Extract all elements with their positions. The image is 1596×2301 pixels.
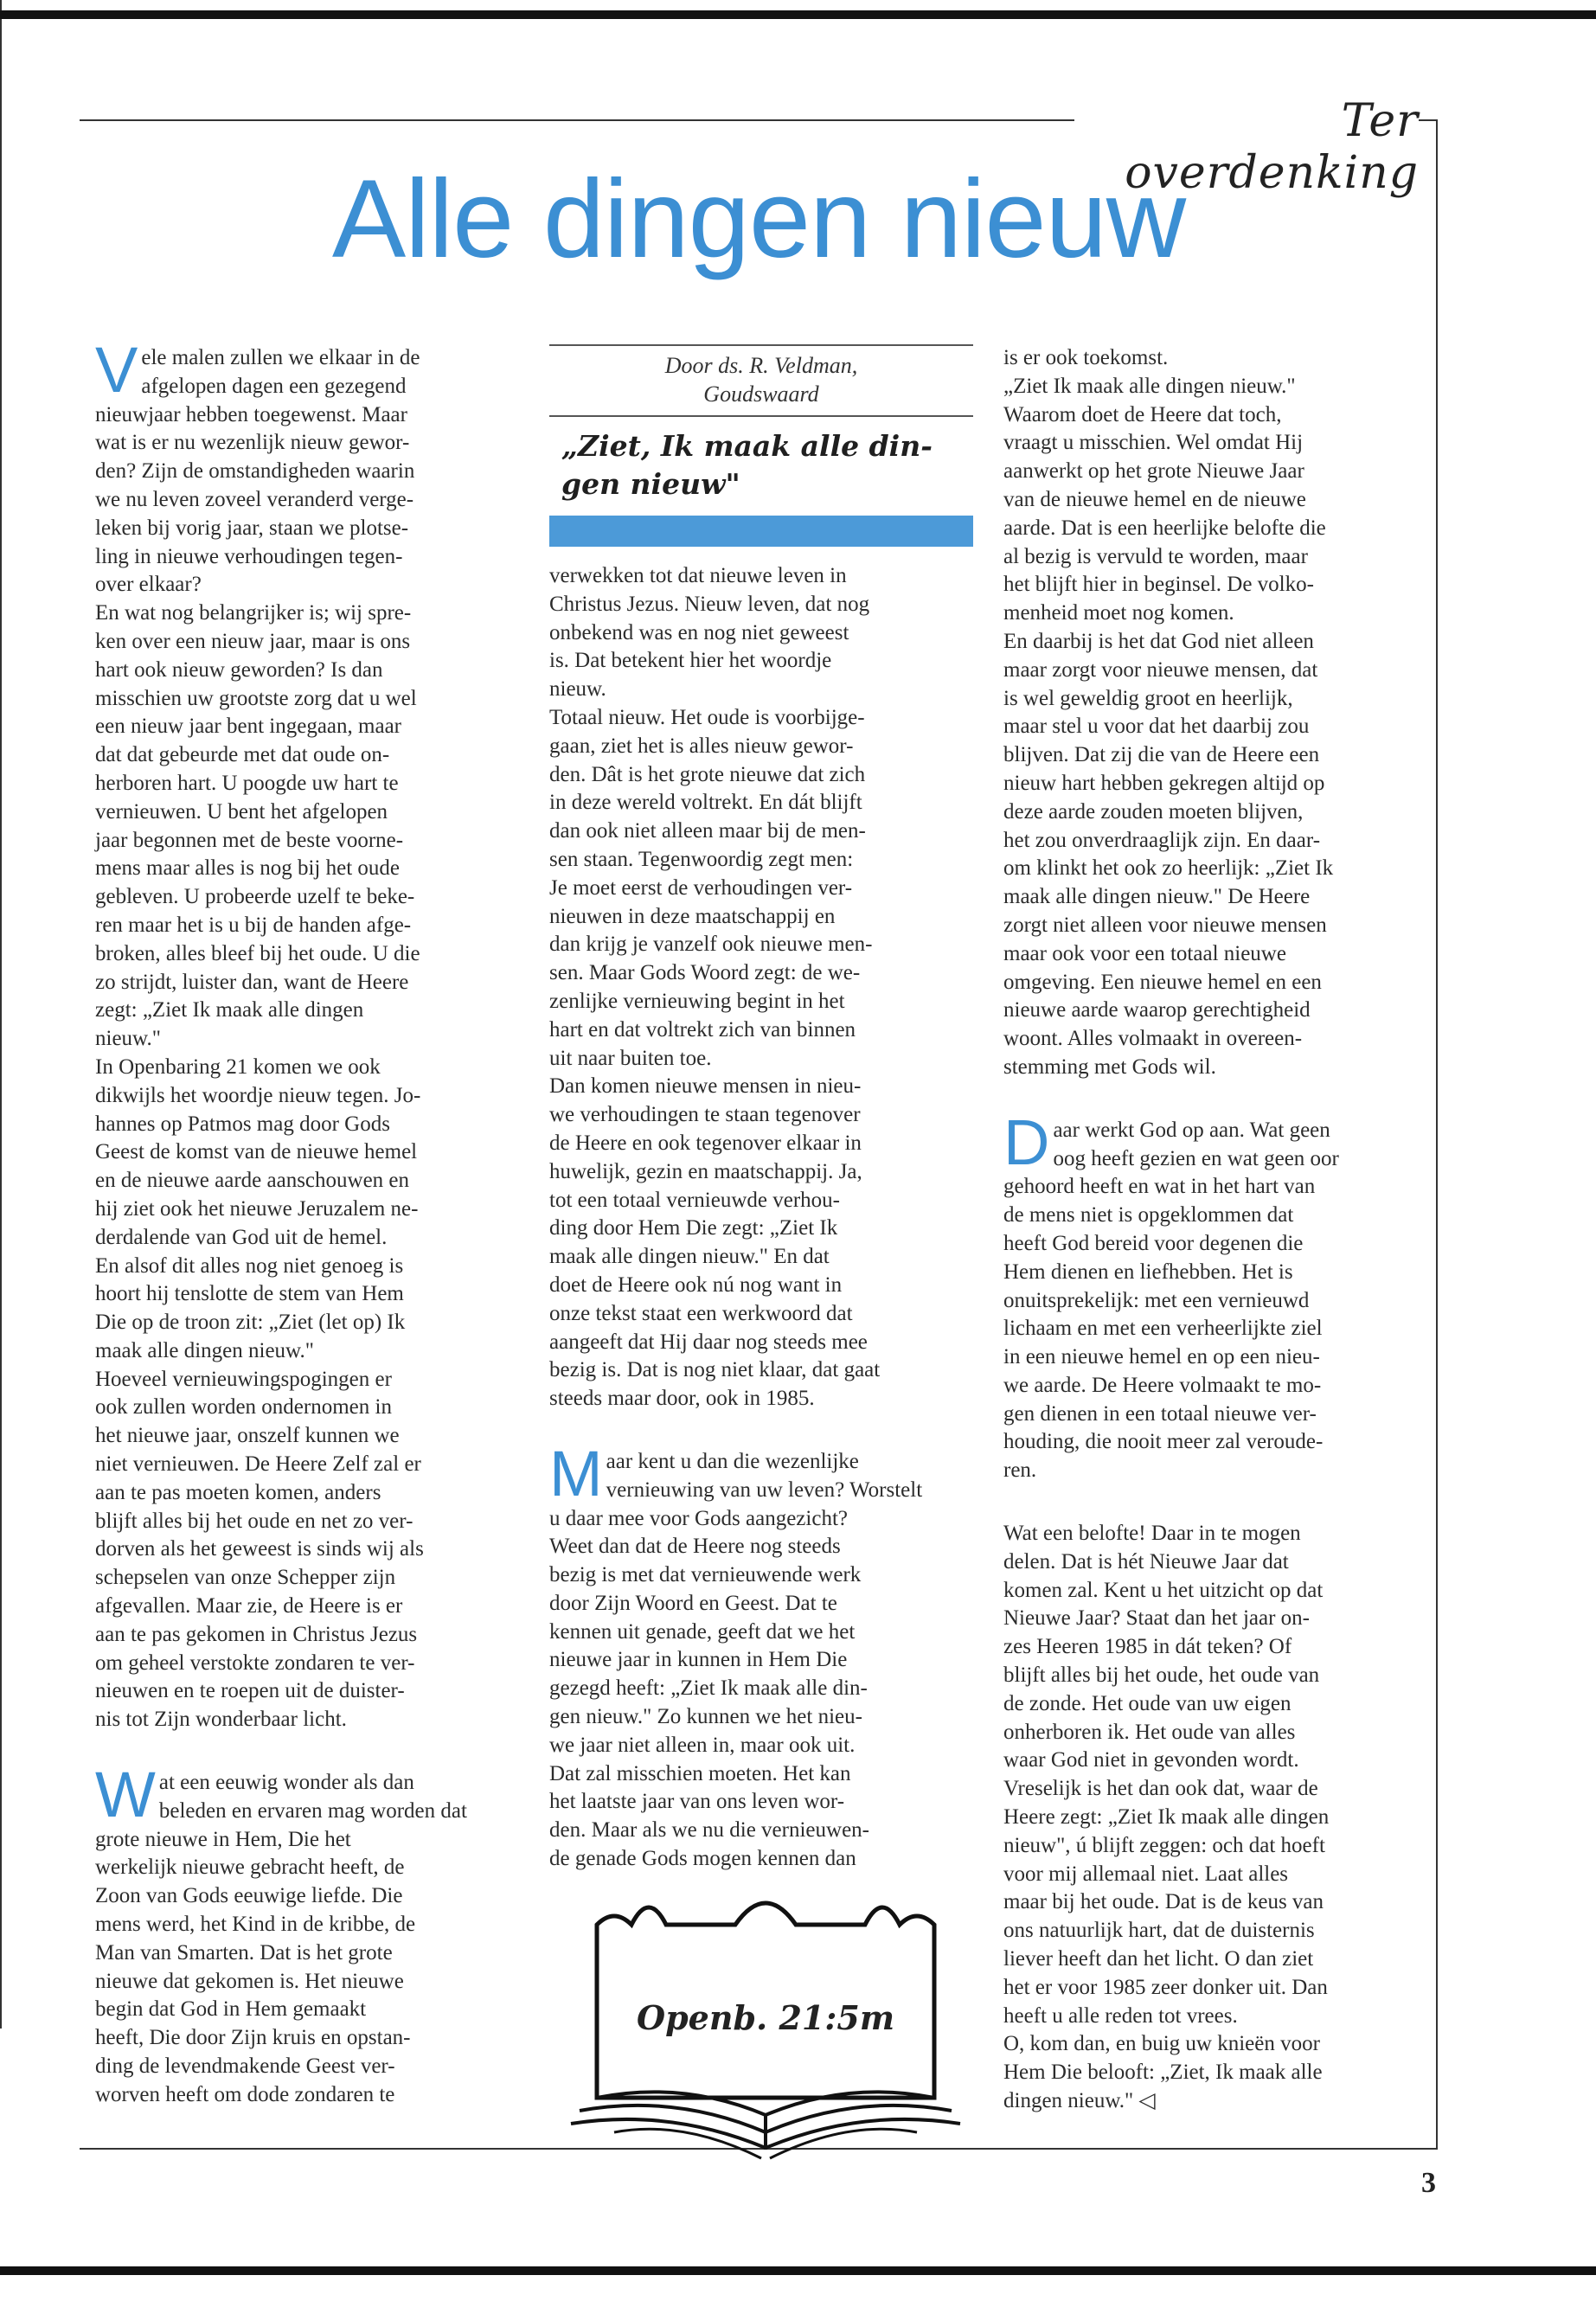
paragraph: Hoeveel vernieuwingspogingen er ook zullen worden ondernomen in het nieuwe jaar, onszelf kunnen we niet vernieuwen. De Heere Zelf zal er aan te pas moeten komen, anders blijft alles bij het oude en net zo ver- dorven als het geweest is sinds wij als schepselen van onze Schepper zijn afgevallen. Maar zie, de Heere is er aan te pas gekomen in Christus Jezus om geheel verstokte zondaren te ver- nieuwen en te roepen uit de duister- nis tot Zijn wonderbaar licht. (95, 1367, 424, 1732)
column-1 (95, 334, 510, 2110)
paragraph (95, 1759, 510, 2110)
paragraph (95, 334, 510, 599)
page-number: 3 (1421, 2167, 1436, 2199)
drop-cap: M (549, 1437, 603, 1509)
paragraph: Totaal nieuw. Het oude is voorbijge- gaan, ziet het is alles nieuw gewor- den. Dât is het grote nieuwe dat zich in deze wereld voltrekt. En dát blijft dan ook niet alleen maar bij de men- sen staan. Tegenwoordig zegt men: Je moet eerst de verhoudingen ver- nieuwen in deze maatschappij en dan krijg je vanzelf ook nieuwe men- sen. Maar Gods Woord zegt: de we- zenlijke vernieuwing begint in het hart en dat voltrekt zich van binnen uit naar buiten toe. (549, 705, 873, 1070)
paragraph: is er ook toekomst. „Ziet Ik maak alle dingen nieuw." Waarom doet de Heere dat toch, vraagt u misschien. Wel omdat Hij aanwerkt op het grote Nieuwe Jaar van de nieuwe hemel en de nieuwe aarde. Dat is een heerlijke belofte die al bezig is vervuld te worden, maar het blijft hier in beginsel. De volko- menheid moet nog komen. (1003, 346, 1326, 625)
paragraph (549, 1437, 952, 1874)
paragraph: Wat een belofte! Daar in te mogen delen. Dat is hét Nieuwe Jaar dat komen zal. Kent u het uitzicht op dat Nieuwe Jaar? Staat dan het jaar on- zes Heeren 1985 in dát teken? Of blijft alles bij het oude, het oude van de zonde. Het oude van uw eigen onherboren ik. Het oude van alles waar God niet in gevonden wordt. Vreselijk is het dan ook dat, waar de Heere zegt: „Ziet Ik maak alle dingen nieuw", ú blijft zeggen: och dat hoeft voor mij allemaal niet. Laat alles maar bij het oude. Dat is de keus van ons natuurlijk hart, dat de duisternis liever heeft dan het licht. O dan ziet het er voor 1985 zeer donker uit. Dan heeft u alle reden tot vrees. O, kom dan, en buig uw knieën voor Hem Die belooft: „Ziet, Ik maak alle dingen nieuw." ◁ (1003, 1522, 1330, 2113)
spacer (549, 1413, 952, 1448)
spacer (1003, 1485, 1414, 1520)
frame-left-rule (0, 0, 2, 2029)
paragraph: En wat nog belangrijker is; wij spre- ken over een nieuw jaar, maar is ons hart ook nieuw geworden? Is dan misschien uw grootste zorg dat u wel een nieuw jaar bent ingegaan, maar dat dat gebeurde met dat oude on- herboren hart. U poogde uw hart te vernieuwen. U bent het afgelopen jaar begonnen met de beste voorne- mens maar alles is nog bij het oude gebleven. U probeerde uzelf te beke- ren maar het is u bij de handen afge- broken, alles bleef bij het oude. U die zo strijdt, luister dan, want de Heere zegt: „Ziet Ik maak alle dingen nieuw." (95, 601, 420, 1051)
author-byline: Door ds. R. Veldman, Goudswaard (664, 353, 858, 407)
drop-cap: D (1003, 1106, 1050, 1178)
paragraph-text: ele malen zullen we elkaar in de afgelopen dagen een gezegend nieuwjaar hebben toegewenst. Maar wat is er nu wezenlijk nieuw gewor- den? Zijn de omstandigheden waarin we nu leven zoveel veranderd verge- leken bij vorig jaar, staan we plotse- ling in nieuwe verhoudingen tegen- over elkaar? (95, 346, 420, 597)
paragraph: En daarbij is het dat God niet alleen maar zorgt voor nieuwe mensen, dat is wel geweldig groot en heerlijk, maar stel u voor dat het daarbij zou blijven. Dat zij die van de Heere een nieuw hart hebben gekregen altijd op deze aarde zouden moeten blijven, het zou onverdraaglijk zijn. En daar- om klinkt het ook zo heerlijk: „Ziet Ik maak alle dingen nieuw." De Heere zorgt niet alleen voor nieuwe mensen maar ook voor een totaal nieuwe omgeving. Een nieuwe hemel en een nieuwe aarde waarop gerechtigheid woont. Alles volmaakt in overeen- stemming met Gods wil. (1003, 629, 1334, 1079)
paragraph: Dan komen nieuwe mensen in nieu- we verhoudingen te staan tegenover de Heere en ook tegenover elkaar in huwelijk, gezin en maatschappij. Ja, tot een totaal vernieuwde verhou- ding door Hem Die zegt: „Ziet Ik maak alle dingen nieuw." En dat doet de Heere ook nú nog want in onze tekst staat een werkwoord dat aangeeft dat Hij daar nog steeds mee bezig is. Dat is nog niet klaar, dat gaat steeds maar door, ook in 1985. (549, 1074, 881, 1411)
paragraph-text: at een eeuwig wonder als dan beleden en ervaren mag worden dat grote nieuwe in Hem, Die het werkelijk nieuwe gebracht heeft, de Zoon van Gods eeuwige liefde. Die mens werd, het Kind in de kribbe, de Man van Smarten. Dat is het grote nieuwe dat gekomen is. Het nieuwe begin dat God in Hem gemaakt heeft, Die door Zijn kruis en opstan- ding de levendmakende Geest ver- worven heeft om dode zondaren te (95, 1771, 467, 2106)
paragraph-text: aar kent u dan die wezenlijke vernieuwing van uw leven? Worstelt u daar mee voor Gods aangezicht? Weet dan dat de Heere nog steeds bezig is met dat vernieuwende werk door Zijn Woord en Geest. Dat te kennen uit genade, geeft dat we het nieuwe jaar in kunnen in Hem Die gezegd heeft: „Ziet Ik maak alle din- gen nieuw." Zo kunnen we het nieu- we jaar niet alleen in, maar ook uit. Dat zal misschien moeten. Het kan het laatste jaar van ons leven wor- den. Maar als we nu die vernieuwen- de genade Gods mogen kennen dan (549, 1449, 923, 1871)
drop-cap: V (95, 334, 138, 406)
spacer (1003, 1082, 1414, 1117)
scripture-reference: Openb. 21:5m (636, 1998, 895, 2037)
bottom-rule (0, 2266, 1596, 2275)
drop-cap: W (95, 1759, 156, 1831)
frame-right-rule (1436, 119, 1438, 2148)
top-rule (0, 10, 1596, 19)
spacer (95, 1734, 510, 1769)
section-rubric: Ter overdenking (1125, 95, 1419, 199)
pull-quote: „Ziet, Ik maak alle din- gen nieuw" (561, 429, 933, 501)
paragraph: In Openbaring 21 komen we ook dikwijls het woordje nieuw tegen. Jo- hannes op Patmos mag door Gods Geest de komst van de nieuwe hemel en de nieuwe aarde aanschouwen en hij ziet ook het nieuwe Jeruzalem ne- derdalende van God uit de hemel. En alsof dit alles nog niet genoeg is hoort hij tenslotte de stem van Hem Die op de troon zit: „Ziet (let op) Ik maak alle dingen nieuw." (95, 1054, 421, 1362)
paragraph: verwekken tot dat nieuwe leven in Christus Jezus. Nieuw leven, dat nog onbekend was en nog niet geweest is. Dat betekent hier het woordje nieuw. (549, 564, 870, 702)
frame-top-rule (80, 119, 1074, 121)
column-2 (549, 562, 952, 1874)
frame-top-rule-right (1419, 119, 1436, 121)
open-book-illustration (562, 1873, 969, 2167)
paragraph (1003, 1106, 1414, 1485)
byline-box (549, 344, 973, 547)
article-title: Alle dingen nieuw (331, 157, 1186, 281)
paragraph-text: aar werkt God op aan. Wat geen oog heeft gezien en wat geen oor gehoord heeft en wat in het hart van de mens niet is opgeklommen dat heeft God bereid voor degenen die Hem dienen en liefhebben. Het is onuitsprekelijk: met een vernieuwd lichaam en met een verheerlijkte ziel in een nieuwe hemel en op een nieu- we aarde. De Heere volmaakt te mo- gen dienen in een totaal nieuwe ver- houding, die nooit meer zal veroude- ren. (1003, 1118, 1339, 1483)
accent-bar (549, 516, 973, 547)
column-3 (1003, 344, 1414, 2116)
